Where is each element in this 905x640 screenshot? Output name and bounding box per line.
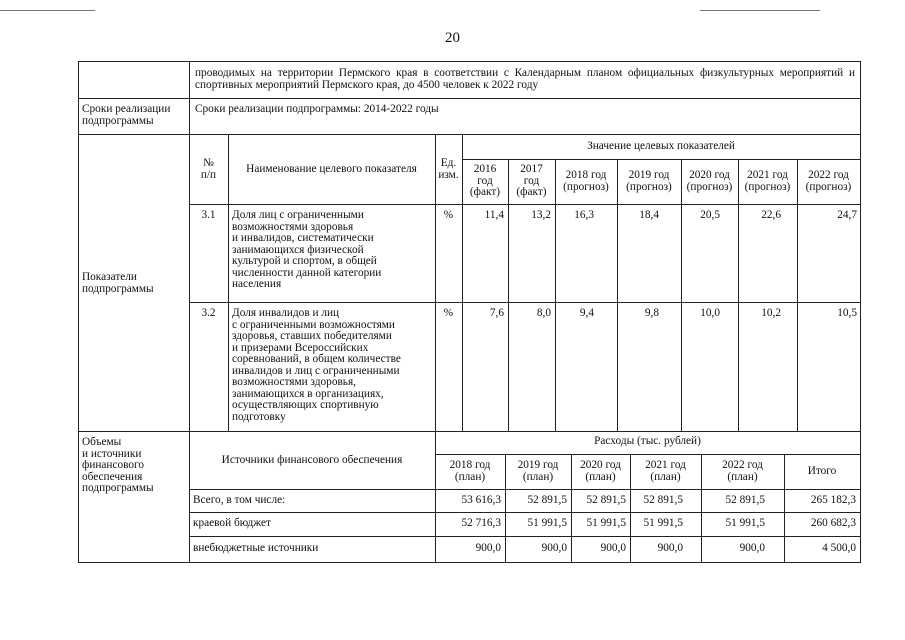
scan-edge-left: [0, 0, 95, 11]
finance-sources-header: Источники финансового обеспечения: [221, 454, 403, 466]
year-header: 2020 год (прогноз): [686, 169, 733, 193]
year-header: 2018 год (прогноз): [563, 169, 609, 193]
program-table: [78, 61, 861, 563]
finance-value: 52 716,3: [461, 517, 501, 529]
finance-label: Объемы и источники финансового обеспечения подпрограммы: [82, 436, 154, 494]
rule: [797, 159, 798, 431]
finance-row-label: Всего, в том числе:: [193, 494, 286, 506]
indicator-value: 22,6: [761, 209, 781, 221]
indicator-number: 3.2: [201, 307, 216, 319]
finance-year-header: 2022 год (план): [722, 459, 763, 483]
indicator-value: 9,8: [644, 307, 659, 319]
finance-value: 51 991,5: [527, 517, 567, 529]
year-header: 2017 год (факт): [516, 163, 547, 198]
rule: [189, 302, 860, 303]
finance-value: 52 891,5: [586, 494, 626, 506]
indicator-value: 10,5: [837, 307, 857, 319]
terms-label: Сроки реализации подпрограммы: [82, 103, 171, 127]
page-number: 20: [445, 30, 460, 46]
rule: [189, 512, 860, 513]
rule: [435, 454, 860, 455]
indicator-value: 20,5: [700, 209, 720, 221]
terms-value: Сроки реализации подпрограммы: 2014-2022 годы: [195, 103, 439, 115]
finance-value: 900,0: [475, 542, 501, 554]
rule: [462, 159, 860, 160]
finance-value: 265 182,3: [810, 494, 856, 506]
rule: [508, 159, 509, 431]
finance-year-header: 2018 год (план): [449, 459, 491, 483]
indicator-name: Доля лиц с ограниченными возможностями здоровья и инвалидов, систематически занимающихся физической культурой и спортом, в общей численности данной категории населения: [232, 209, 382, 290]
finance-expenses-header: Расходы (тыс. рублей): [594, 435, 701, 447]
indicator-value: 24,7: [837, 209, 857, 221]
rule: [228, 134, 229, 431]
indicator-value: 18,4: [639, 209, 659, 221]
indicator-value: 16,3: [574, 209, 594, 221]
finance-value: 900,0: [541, 542, 567, 554]
rule: [79, 98, 860, 99]
indicator-value: 13,2: [531, 209, 551, 221]
indicator-value: 7,6: [489, 307, 504, 319]
finance-year-header: 2019 год (план): [517, 459, 559, 483]
indicator-value: 11,4: [484, 209, 504, 221]
year-header: 2016 год (факт): [469, 163, 501, 198]
rule: [189, 536, 860, 537]
finance-value: 51 991,5: [643, 517, 683, 529]
indicator-value: 10,0: [700, 307, 720, 319]
finance-value: 900,0: [657, 542, 683, 554]
year-header: 2022 год (прогноз): [805, 169, 852, 193]
rule: [617, 159, 618, 431]
col-unit-header: Ед. изм.: [438, 157, 459, 181]
indicators-label: Показатели подпрограммы: [82, 271, 154, 295]
indicator-name: Доля инвалидов и лиц с ограниченными возможностями здоровья, ставших победителями и призерами Всероссийских соревнований, в общем количестве инвалидов и лиц с ограниченными возможностями здоровья, занимающихся в организациях, осуществляющих спортивную подготовку: [232, 307, 401, 423]
year-header: 2019 год (прогноз): [626, 169, 672, 193]
finance-total-header: Итого: [807, 465, 837, 477]
indicator-values-header: Значение целевых показателей: [587, 140, 735, 152]
indicator-value: 8,0: [536, 307, 551, 319]
rule: [738, 159, 739, 431]
rule: [189, 204, 860, 205]
finance-value: 900,0: [600, 542, 626, 554]
intro-text: проводимых на территории Пермского края в соответствии с Календарным планом официальных физкультурных мероприятий и спортивных мероприятий Пермского края, до 4500 человек к 2022 году: [195, 67, 855, 91]
indicator-unit: %: [443, 209, 454, 221]
indicator-unit: %: [443, 307, 454, 319]
indicator-number: 3.1: [201, 209, 216, 221]
finance-value: 52 891,5: [643, 494, 683, 506]
finance-value: 51 991,5: [586, 517, 626, 529]
finance-value: 260 682,3: [810, 517, 856, 529]
finance-value: 52 891,5: [725, 494, 765, 506]
year-header: 2021 год (прогноз): [744, 169, 791, 193]
indicator-value: 9,4: [579, 307, 594, 319]
finance-value: 4 500,0: [822, 542, 856, 554]
finance-value: 52 891,5: [527, 494, 567, 506]
finance-value: 900,0: [739, 542, 765, 554]
finance-row-label: краевой бюджет: [193, 517, 271, 529]
finance-value: 51 991,5: [725, 517, 765, 529]
indicator-value: 10,2: [761, 307, 781, 319]
col-indicator-name-header: Наименование целевого показателя: [246, 163, 417, 175]
scan-edge-right: [700, 0, 820, 11]
rule: [189, 489, 860, 490]
rule: [555, 159, 556, 431]
finance-value: 53 616,3: [461, 494, 501, 506]
finance-year-header: 2021 год (план): [645, 459, 686, 483]
rule: [79, 134, 860, 135]
finance-year-header: 2020 год (план): [580, 459, 621, 483]
rule: [681, 159, 682, 431]
finance-row-label: внебюджетные источники: [193, 542, 319, 554]
col-number-header: № п/п: [200, 157, 217, 181]
rule: [79, 431, 860, 432]
